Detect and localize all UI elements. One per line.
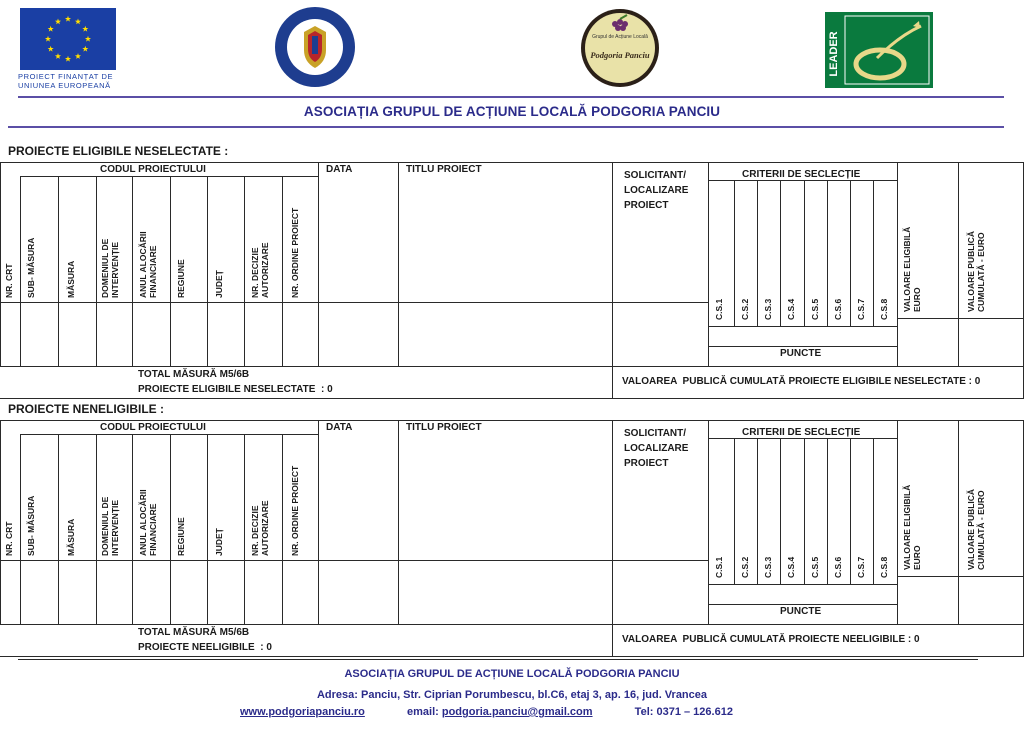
- section2-title: PROIECTE NENELIGIBILE :: [8, 402, 165, 416]
- titlu-label: TITLU PROIECT: [406, 422, 482, 433]
- data-label: DATA: [326, 422, 353, 433]
- masura-header: MĂSURA: [66, 260, 76, 298]
- cs-col-line: [734, 180, 735, 326]
- code-col-line: [96, 176, 97, 366]
- code-col-line: [96, 434, 97, 624]
- masura-header: MĂSURA: [66, 518, 76, 556]
- lag-small-text: Grupul de Acțiune Locală: [592, 34, 648, 40]
- leader-logo: [825, 12, 933, 88]
- ministry-seal-logo: [274, 6, 356, 88]
- cs1-header: C.S.1: [714, 298, 724, 320]
- code-col-line: [20, 434, 21, 624]
- cs-col-line: [850, 438, 851, 584]
- judet-header: JUDEȚ: [214, 528, 224, 556]
- cs-col-line: [827, 180, 828, 326]
- solicitant-label: SOLICITANT/ LOCALIZARE PROIECT: [624, 428, 689, 469]
- cs-bottom-line: [708, 584, 897, 585]
- nr-crt-header: NR. CRT: [4, 521, 14, 556]
- nr-crt-header: NR. CRT: [4, 263, 14, 298]
- titlu-col-line: [612, 420, 613, 656]
- titlu-label: TITLU PROIECT: [406, 164, 482, 175]
- cs-col-line: [804, 438, 805, 584]
- code-col-line: [58, 434, 59, 624]
- code-col-line: [58, 176, 59, 366]
- cs-col-line: [873, 180, 874, 326]
- cs5-header: C.S.5: [810, 298, 820, 320]
- valoare-publica-header: VALOARE PUBLICĂ CUMULATĂ - EURO: [966, 488, 986, 570]
- section1-title: PROIECTE ELIGIBILE NESELECTATE :: [8, 144, 229, 158]
- code-col-line: [170, 434, 171, 624]
- anul-header: ANUL ALOCĂRII FINANCIARE: [138, 489, 158, 556]
- cs8-header: C.S.8: [879, 556, 889, 578]
- code-col-line: [244, 176, 245, 366]
- footer-address: Adresa: Panciu, Str. Ciprian Porumbescu, bl.C6, etaj 3, ap. 16, jud. Vrancea: [316, 689, 708, 701]
- cs-col-line: [708, 438, 709, 584]
- cs-col-line: [827, 438, 828, 584]
- sub-masura-header: SUB- MĂSURA: [26, 495, 36, 556]
- cs8-header: C.S.8: [879, 298, 889, 320]
- eu-caption: PROIECT FINANȚAT DE UNIUNEA EUROPEANĂ: [18, 72, 114, 90]
- puncte-bottom-line: [708, 346, 897, 347]
- valoare-cumulata-label: VALOAREA PUBLICĂ CUMULATĂ PROIECTE NEELIGIBILE : 0: [622, 634, 920, 645]
- codul-label: CODUL PROIECTULUI: [100, 164, 206, 175]
- eu-stars-icon: [20, 8, 116, 70]
- puncte-bottom-line: [708, 604, 897, 605]
- code-col-line: [244, 434, 245, 624]
- judet-header: JUDEȚ: [214, 270, 224, 298]
- header-rule-top: [18, 96, 1004, 98]
- valoare-col-line: [897, 420, 898, 624]
- code-col-line: [170, 176, 171, 366]
- valoare-bottom-line: [897, 318, 1024, 319]
- ordine-header: NR. ORDINE PROIECT: [290, 465, 300, 556]
- data-col-line: [398, 162, 399, 366]
- cs-col-line: [804, 180, 805, 326]
- table-top-border: [0, 420, 1024, 421]
- cs-col-line: [780, 180, 781, 326]
- footer-contacts: [240, 706, 733, 718]
- code-col-line: [20, 176, 21, 366]
- cs-col-line: [757, 180, 758, 326]
- domeniu-header: DOMENIUL DE INTERVENȚIE: [100, 496, 120, 556]
- cs2-header: C.S.2: [740, 298, 750, 320]
- cs6-header: C.S.6: [833, 298, 843, 320]
- code-col-line: [282, 434, 283, 624]
- cs4-header: C.S.4: [786, 298, 796, 320]
- codul-label: CODUL PROIECTULUI: [100, 422, 206, 433]
- data-label: DATA: [326, 164, 353, 175]
- footer-rule: [18, 659, 978, 660]
- code-header-line: [20, 176, 318, 177]
- cs-col-line: [757, 438, 758, 584]
- leader-text: LEADER: [828, 31, 840, 77]
- valoare-bottom-line: [897, 576, 1024, 577]
- cs6-header: C.S.6: [833, 556, 843, 578]
- cs3-header: C.S.3: [763, 298, 773, 320]
- cs-col-line: [850, 180, 851, 326]
- cs1-header: C.S.1: [714, 556, 724, 578]
- header-title: ASOCIAȚIA GRUPUL DE ACȚIUNE LOCALĂ PODGORIA PANCIU: [303, 104, 721, 119]
- cs-bottom-line: [708, 326, 897, 327]
- valoare-eligibila-header: VALOARE ELIGIBILĂ EURO: [902, 484, 922, 570]
- header-bottom-line: [0, 560, 708, 561]
- code-col-line: [318, 420, 319, 624]
- header-bottom-line: [0, 302, 708, 303]
- eligible-unselected-table: [0, 158, 1024, 406]
- footer-org: ASOCIAȚIA GRUPUL DE ACȚIUNE LOCALĂ PODGORIA PANCIU: [344, 668, 680, 680]
- cs7-header: C.S.7: [856, 556, 866, 578]
- table-top-border: [0, 162, 1024, 163]
- total-masura-label: TOTAL MĂSURĂ M5/6B: [138, 627, 250, 638]
- decizie-header: NR. DECIZIE AUTORIZARE: [250, 242, 270, 298]
- valoare2-col-line: [958, 162, 959, 366]
- count-label: PROIECTE NEELIGIBILE : 0: [138, 642, 272, 653]
- code-col-line: [0, 162, 1, 366]
- ineligible-table: [0, 416, 1024, 664]
- data-col-line: [398, 420, 399, 624]
- decizie-header: NR. DECIZIE AUTORIZARE: [250, 500, 270, 556]
- criterii-label: CRITERII DE SECLECȚIE: [742, 169, 861, 180]
- header-rule-bottom: [8, 126, 1004, 128]
- regiune-header: REGIUNE: [176, 517, 186, 556]
- criterii-label: CRITERII DE SECLECȚIE: [742, 427, 861, 438]
- total-masura-label: TOTAL MĂSURĂ M5/6B: [138, 369, 250, 380]
- solicitant-label: SOLICITANT/ LOCALIZARE PROIECT: [624, 170, 689, 211]
- regiune-header: REGIUNE: [176, 259, 186, 298]
- cs-col-line: [734, 438, 735, 584]
- cs7-header: C.S.7: [856, 298, 866, 320]
- code-header-line: [20, 434, 318, 435]
- code-col-line: [0, 420, 1, 624]
- summary-top-line: [0, 366, 1024, 367]
- code-col-line: [282, 176, 283, 366]
- valoare-publica-header: VALOARE PUBLICĂ CUMULATĂ - EURO: [966, 230, 986, 312]
- valoare-eligibila-header: VALOARE ELIGIBILĂ EURO: [902, 226, 922, 312]
- titlu-col-line: [612, 162, 613, 398]
- table-bottom-border: [0, 398, 1024, 399]
- anul-header: ANUL ALOCĂRII FINANCIARE: [138, 231, 158, 298]
- ordine-header: NR. ORDINE PROIECT: [290, 207, 300, 298]
- gal-podgoria-logo: [580, 8, 660, 88]
- domeniu-header: DOMENIUL DE INTERVENȚIE: [100, 238, 120, 298]
- cs4-header: C.S.4: [786, 556, 796, 578]
- cs2-header: C.S.2: [740, 556, 750, 578]
- cs-col-line: [873, 438, 874, 584]
- code-col-line: [318, 162, 319, 366]
- eu-flag-logo: [20, 8, 116, 70]
- cs3-header: C.S.3: [763, 556, 773, 578]
- table-bottom-border: [0, 656, 1024, 657]
- puncte-label: PUNCTE: [780, 348, 822, 359]
- code-col-line: [132, 176, 133, 366]
- sub-masura-header: SUB- MĂSURA: [26, 237, 36, 298]
- email-label: email:: [407, 706, 439, 718]
- valoare2-col-line: [958, 420, 959, 624]
- cs5-header: C.S.5: [810, 556, 820, 578]
- code-col-line: [132, 434, 133, 624]
- valoare-col-line: [897, 162, 898, 366]
- code-col-line: [207, 176, 208, 366]
- valoare-cumulata-label: VALOAREA PUBLICĂ CUMULATĂ PROIECTE ELIGIBILE NESELECTATE : 0: [622, 376, 981, 387]
- cs-col-line: [780, 438, 781, 584]
- code-col-line: [207, 434, 208, 624]
- summary-top-line: [0, 624, 1024, 625]
- count-label: PROIECTE ELIGIBILE NESELECTATE : 0: [138, 384, 333, 395]
- website-link[interactable]: www.podgoriapanciu.ro: [240, 706, 365, 718]
- cs-col-line: [708, 180, 709, 326]
- phone-number: Tel: 0371 – 126.612: [634, 706, 733, 718]
- email-link[interactable]: podgoria.panciu@gmail.com: [441, 706, 593, 718]
- puncte-label: PUNCTE: [780, 606, 822, 617]
- lag-name-text: Podgoria Panciu: [590, 50, 650, 60]
